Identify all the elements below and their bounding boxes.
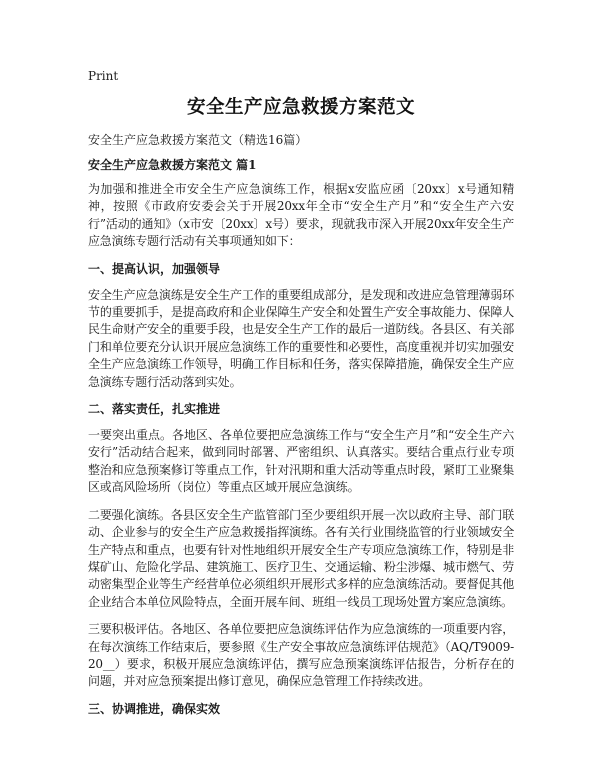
heading-2: 二、落实责任，扎实推进 <box>88 402 221 417</box>
paragraph-4: 三要积极评估。各地区、各单位要把应急演练评估作为应急演练的一项重要内容，在每次演练工作结束后，要参照《生产安全事故应急演练评估规范》（AQ/T9009-20__）要求，积极开展应急演练评估，撰写应急预案演练评估报告，分析存在的问题，并对应急预案提出修订意见，确保应急管理工作持续改进。 <box>88 622 514 689</box>
paragraph-2: 一要突出重点。各地区、各单位要把应急演练工作与“安全生产月”和“安全生产六安行”活动结合起来，做到同时部署、严密组织、认真落实。要结合重点行业专项整治和应急预案修订等重点工作，针对汛期和重大活动等重点时段，紧盯工业聚集区或高风险场所（岗位）等重点区域开展应急演练。 <box>88 428 514 495</box>
intro-paragraph: 为加强和推进全市安全生产应急演练工作，根据x安监应函〔20xx〕x号通知精神，按照《市政府安委会关于开展20xx年全市“安全生产月”和“安全生产六安行”活动的通知》（x市安〔20xx〕x号）要求，现就我市深入开展20xx年安全生产应急演练专题行活动有关事项通知如下： <box>88 182 514 249</box>
paragraph-3: 二要强化演练。各县区安全生产监管部门至少要组织开展一次以政府主导、部门联动、企业参与的安全生产应急救援指挥演练。各有关行业围绕监管的行业领域安全生产特点和重点，也要有针对性地组织开展安全生产专项应急演练工作，特别是非煤矿山、危险化学品、建筑施工、医疗卫生、交通运输、粉尘涉爆、城市燃气、劳动密集型企业等生产经营单位必须组织开展形式多样的应急演练活动。要督促其他企业结合本单位风险特点，全面开展车间、班组一线员工现场处置方案应急演练。 <box>88 507 514 609</box>
document-title: 安全生产应急救援方案范文 <box>186 97 415 118</box>
heading-1: 一、提高认识，加强领导 <box>88 261 221 276</box>
section-title: 安全生产应急救援方案范文 篇1 <box>88 158 257 172</box>
paragraph-1: 安全生产应急演练是安全生产工作的重要组成部分，是发现和改进应急管理薄弱环节的重要抓手，是提高政府和企业保障生产安全和处置生产安全事故能力、保障人民生命财产安全的重要手段，也是安全生产工作的最后一道防线。各县区、有关部门和单位要充分认识开展应急演练工作的重要性和必要性，高度重视并切实加强安全生产应急演练工作领导，明确工作目标和任务，落实保障措施，确保安全生产应急演练专题行活动落到实处。 <box>88 287 514 389</box>
print-label[interactable]: Print <box>88 69 119 83</box>
document-subtitle: 安全生产应急救援方案范文（精选16篇） <box>88 133 308 147</box>
heading-3: 三、协调推进，确保实效 <box>88 701 221 716</box>
